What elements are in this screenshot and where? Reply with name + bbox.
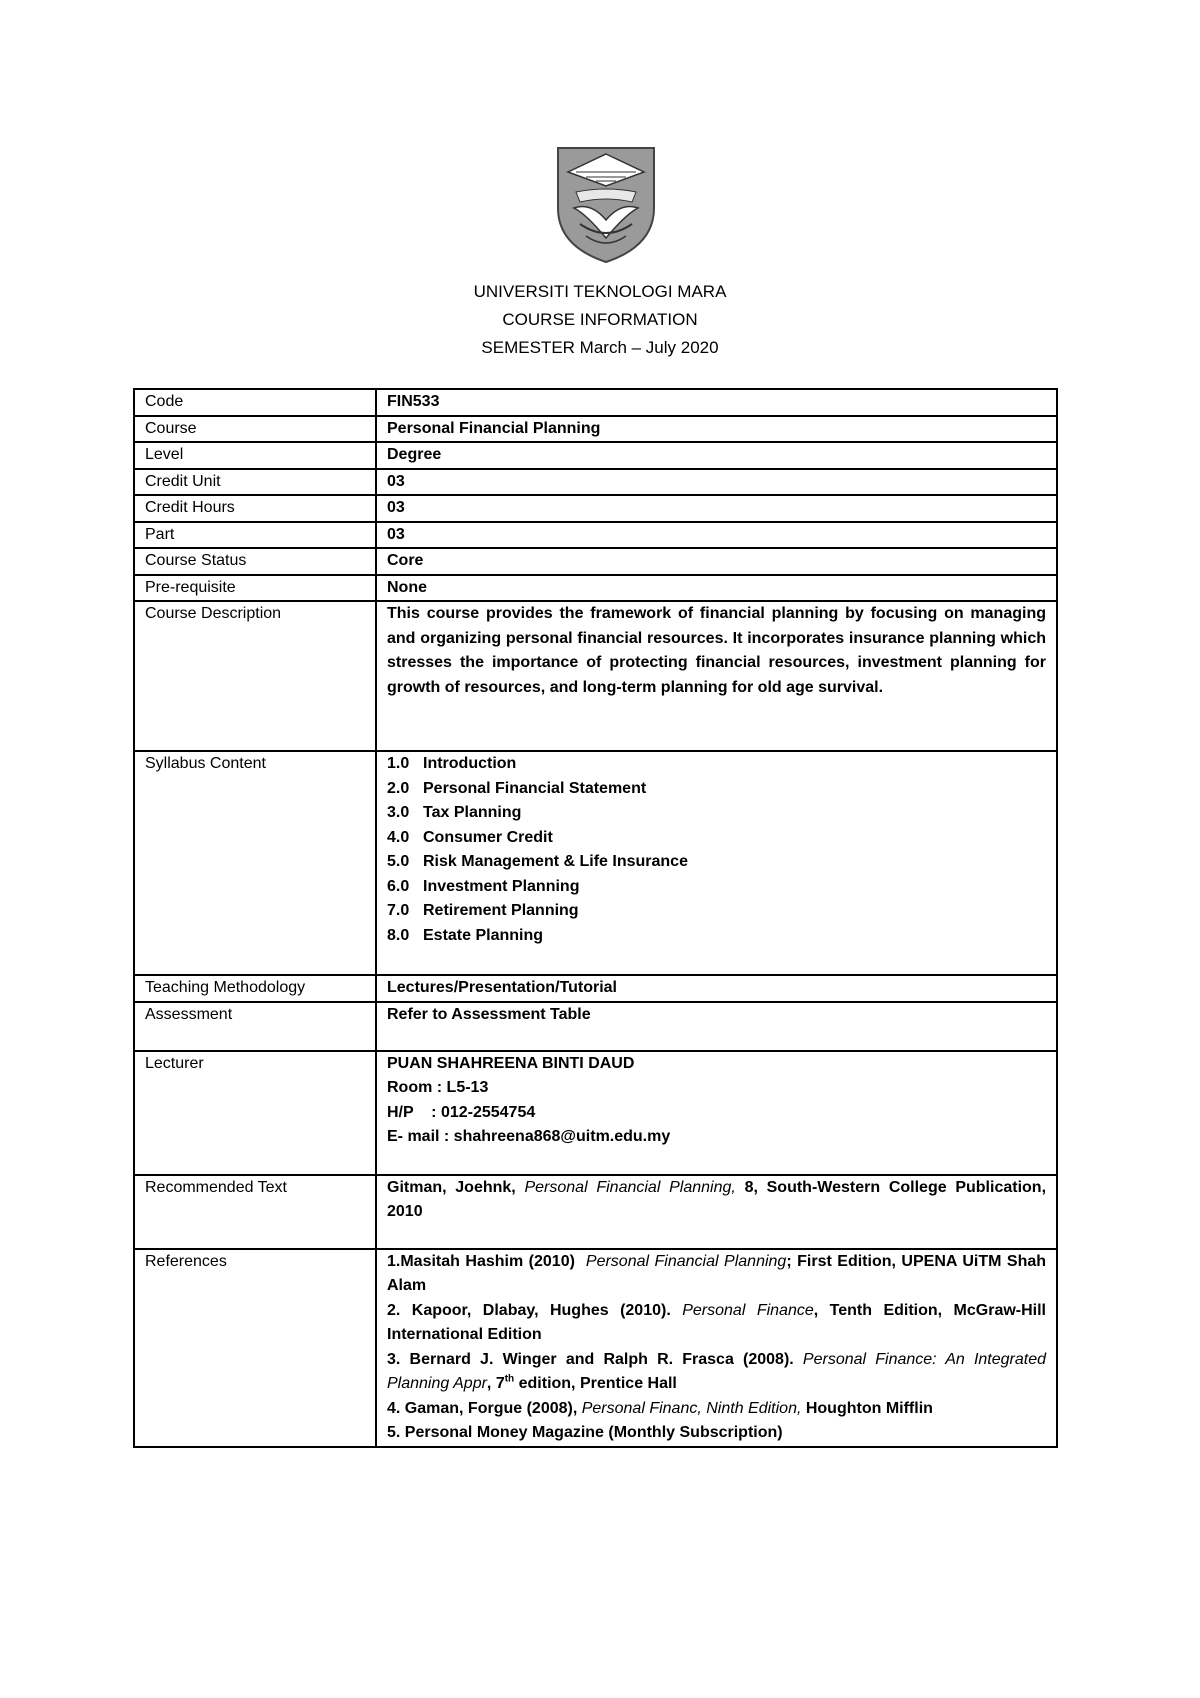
- level-value: Degree: [376, 442, 1057, 469]
- credit-hours-label: Credit Hours: [134, 495, 376, 522]
- lecturer-phone: H/P : 012-2554754: [387, 1103, 536, 1121]
- row-prerequisite: [134, 575, 1057, 602]
- document-heading: [0, 278, 1200, 362]
- lecturer-email: E- mail : shahreena868@uitm.edu.my: [387, 1128, 671, 1145]
- syllabus-item: 3.0 Tax Planning: [387, 804, 522, 821]
- recommended-label: Recommended Text: [134, 1175, 376, 1249]
- row-course: [134, 416, 1057, 443]
- course-info-table: [133, 388, 1058, 1448]
- row-level: [134, 442, 1057, 469]
- row-lecturer: [134, 1051, 1057, 1175]
- assessment-value: Refer to Assessment Table: [376, 1002, 1057, 1051]
- reference-item: 4. Gaman, Forgue (2008), Personal Financ, Ninth Edition, Houghton Mifflin: [387, 1399, 933, 1417]
- code-label: Code: [134, 389, 376, 416]
- semester-line: SEMESTER March – July 2020: [481, 338, 719, 357]
- university-name: UNIVERSITI TEKNOLOGI MARA: [473, 282, 727, 301]
- reference-item: 2. Kapoor, Dlabay, Hughes (2010). Personal Finance, Tenth Edition, McGraw-Hill International Edition: [387, 1301, 1047, 1343]
- references-label: References: [134, 1249, 376, 1447]
- lecturer-name: PUAN SHAHREENA BINTI DAUD: [387, 1054, 635, 1072]
- description-value: This course provides the framework of financial planning by focusing on managing and organizing personal financial resources. It incorporates insurance planning which stresses the importance of protecting financial resources, investment planning for growth of resources, and long-term planning for old age survival.: [376, 601, 1057, 751]
- part-value: 03: [376, 522, 1057, 549]
- university-logo: [556, 146, 656, 264]
- syllabus-item: 7.0 Retirement Planning: [387, 902, 579, 919]
- lecturer-room: Room : L5-13: [387, 1079, 489, 1096]
- syllabus-item: 5.0 Risk Management & Life Insurance: [387, 853, 688, 870]
- syllabus-item: 2.0 Personal Financial Statement: [387, 779, 647, 797]
- prerequisite-label: Pre-requisite: [134, 575, 376, 602]
- syllabus-item: 1.0 Introduction: [387, 755, 517, 772]
- syllabus-item: 4.0 Consumer Credit: [387, 828, 553, 846]
- description-label: Course Description: [134, 601, 376, 751]
- course-status-label: Course Status: [134, 548, 376, 575]
- credit-unit-label: Credit Unit: [134, 469, 376, 496]
- credit-unit-value: 03: [376, 469, 1057, 496]
- prerequisite-value: None: [376, 575, 1057, 602]
- assessment-label: Assessment: [134, 1002, 376, 1051]
- level-label: Level: [134, 442, 376, 469]
- document-title: COURSE INFORMATION: [502, 310, 698, 329]
- syllabus-list: [376, 751, 1057, 975]
- course-value: Personal Financial Planning: [376, 416, 1057, 443]
- lecturer-details: [376, 1051, 1057, 1175]
- row-assessment: [134, 1002, 1057, 1051]
- syllabus-item: 6.0 Investment Planning: [387, 877, 580, 895]
- lecturer-label: Lecturer: [134, 1051, 376, 1175]
- syllabus-item: 8.0 Estate Planning: [387, 926, 544, 944]
- reference-item: 3. Bernard J. Winger and Ralph R. Frasca (2008). Personal Finance: An Integrated Planning Appr, 7th edition, Prentice Hall: [387, 1350, 1047, 1392]
- recommended-value: Gitman, Joehnk, Personal Financial Planning, 8, South-Western College Publication, 2010: [376, 1175, 1057, 1249]
- row-syllabus: [134, 751, 1057, 975]
- row-course-status: [134, 548, 1057, 575]
- row-teaching: [134, 975, 1057, 1002]
- references-list: [376, 1249, 1057, 1447]
- row-references: [134, 1249, 1057, 1447]
- part-label: Part: [134, 522, 376, 549]
- row-recommended: [134, 1175, 1057, 1249]
- syllabus-label: Syllabus Content: [134, 751, 376, 975]
- row-code: [134, 389, 1057, 416]
- reference-item: 1.Masitah Hashim (2010) Personal Financial Planning; First Edition, UPENA UiTM Shah Alam: [387, 1252, 1047, 1294]
- reference-item: 5. Personal Money Magazine (Monthly Subscription): [387, 1424, 783, 1441]
- teaching-label: Teaching Methodology: [134, 975, 376, 1002]
- row-description: [134, 601, 1057, 751]
- row-credit-hours: [134, 495, 1057, 522]
- row-credit-unit: [134, 469, 1057, 496]
- teaching-value: Lectures/Presentation/Tutorial: [376, 975, 1057, 1002]
- course-label: Course: [134, 416, 376, 443]
- code-value: FIN533: [376, 389, 1057, 416]
- row-part: [134, 522, 1057, 549]
- credit-hours-value: 03: [376, 495, 1057, 522]
- course-status-value: Core: [376, 548, 1057, 575]
